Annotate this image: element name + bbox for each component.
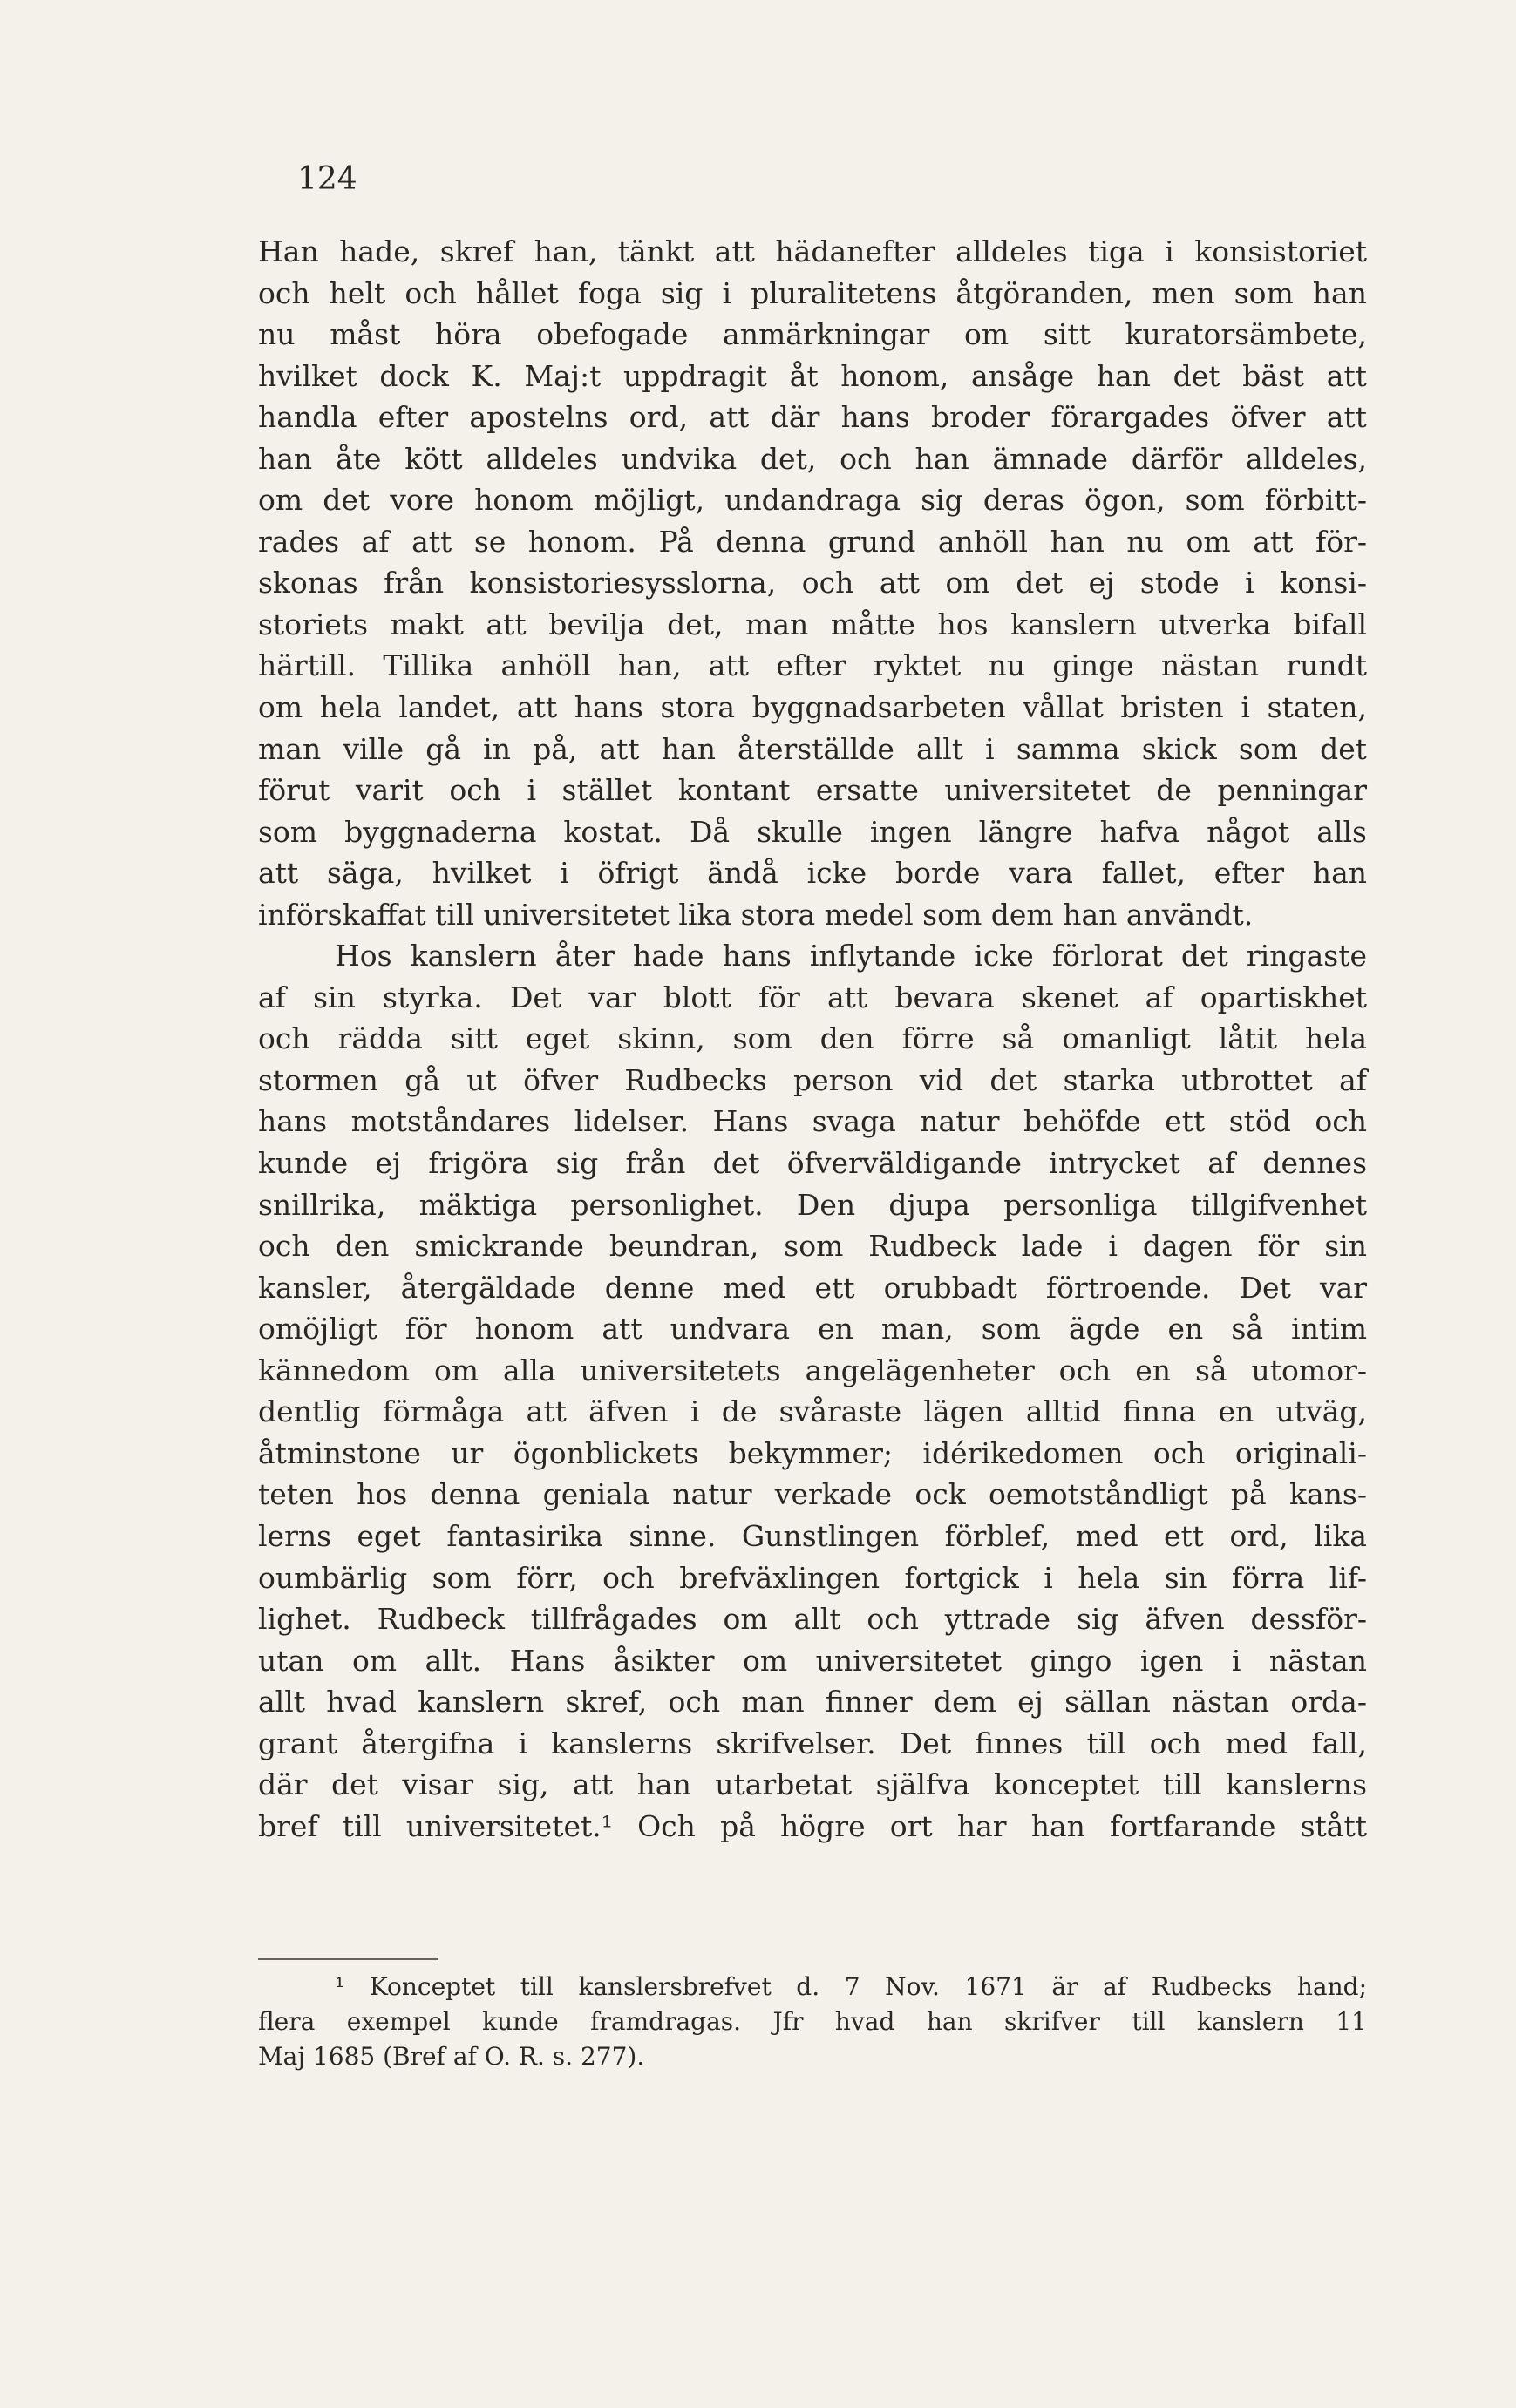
text-line: härtill. Tillika anhöll han, att efter ryktet nu ginge nästan rundt: [258, 648, 1367, 683]
footnote-line: ¹ Konceptet till kanslersbrefvet d. 7 Nov. 1671 är af Rudbecks hand;: [335, 1972, 1367, 2001]
text-line: omöjligt för honom att undvara en man, som ägde en så intim: [258, 1312, 1367, 1346]
text-line: och den smickrande beundran, som Rudbeck lade i dagen för sin: [258, 1229, 1367, 1264]
text-line: där det visar sig, att han utarbetat själfva konceptet till kanslerns: [258, 1767, 1367, 1802]
text-line: af sin styrka. Det var blott för att bevara skenet af opartiskhet: [258, 980, 1367, 1014]
footnote-line: Maj 1685 (Bref af O. R. s. 277).: [258, 2042, 645, 2071]
text-line: hans motståndares lidelser. Hans svaga natur behöfde ett stöd och: [258, 1104, 1367, 1139]
text-line: att säga, hvilket i öfrigt ändå icke borde vara fallet, efter han: [258, 856, 1367, 891]
text-line: handla efter apostelns ord, att där hans broder förargades öfver att: [258, 400, 1367, 435]
text-line: oumbärlig som förr, och brefväxlingen fortgick i hela sin förra lif-: [258, 1560, 1367, 1595]
text-line: man ville gå in på, att han återställde allt i samma skick som det: [258, 731, 1367, 766]
text-line: hvilket dock K. Maj:t uppdragit åt honom, ansåge han det bäst att: [258, 358, 1367, 393]
text-line: och helt och hållet foga sig i pluralitetens åtgöranden, men som han: [258, 275, 1367, 310]
text-line: stormen gå ut öfver Rudbecks person vid det starka utbrottet af: [258, 1062, 1367, 1097]
text-line: om hela landet, att hans stora byggnadsarbeten vållat bristen i staten,: [258, 690, 1367, 725]
text-line: rades af att se honom. På denna grund anhöll han nu om att för-: [258, 524, 1367, 559]
text-line: grant återgifna i kanslerns skrifvelser. Det finnes till och med fall,: [258, 1726, 1367, 1760]
text-line: teten hos denna geniala natur verkade ock oemotståndligt på kans-: [258, 1477, 1367, 1512]
text-line: allt hvad kanslern skref, och man finner dem ej sällan nästan orda-: [258, 1685, 1367, 1720]
text-line: utan om allt. Hans åsikter om universitetet gingo igen i nästan: [258, 1643, 1367, 1678]
text-line: åtminstone ur ögonblickets bekymmer; idérikedomen och originali-: [258, 1435, 1367, 1470]
body-text: [258, 231, 1367, 1847]
text-line: lerns eget fantasirika sinne. Gunstlingen förblef, med ett ord, lika: [258, 1518, 1367, 1553]
text-line: som byggnaderna kostat. Då skulle ingen längre hafva något alls: [258, 814, 1367, 849]
text-line: han åte kött alldeles undvika det, och han ämnade därför alldeles,: [258, 441, 1367, 476]
text-line: dentlig förmåga att äfven i de svåraste lägen alltid finna en utväg,: [258, 1394, 1367, 1429]
text-line: och rädda sitt eget skinn, som den förre så omanligt låtit hela: [258, 1021, 1367, 1056]
footnotes: [258, 1970, 1367, 2074]
text-line: lighet. Rudbeck tillfrågades om allt och yttrade sig äfven dessför-: [258, 1602, 1367, 1637]
text-line: storiets makt att bevilja det, man måtte hos kanslern utverka bifall: [258, 607, 1367, 641]
page-number: 124: [297, 161, 357, 197]
text-line: förut varit och i stället kontant ersatte universitetet de penningar: [258, 773, 1367, 808]
text-line: kansler, återgäldade denne med ett orubbadt förtroende. Det var: [258, 1270, 1367, 1305]
text-line: snillrika, mäktiga personlighet. Den djupa personliga tillgifvenhet: [258, 1187, 1367, 1222]
footnote-line: flera exempel kunde framdragas. Jfr hvad han skrifver till kanslern 11: [258, 2007, 1367, 2036]
text-line: införskaffat till universitetet lika stora medel som dem han användt.: [258, 897, 1254, 932]
footnote-divider: [258, 1958, 438, 1960]
text-line: kunde ej frigöra sig från det öfverväldigande intrycket af dennes: [258, 1146, 1367, 1181]
text-line: skonas från konsistoriesysslorna, och att om det ej stode i konsi-: [258, 566, 1367, 600]
text-line: Hos kanslern åter hade hans inflytande icke förlorat det ringaste: [335, 939, 1367, 973]
text-line: Han hade, skref han, tänkt att hädanefter alldeles tiga i konsistoriet: [258, 234, 1367, 268]
text-line: kännedom om alla universitetets angelägenheter och en så utomor-: [258, 1353, 1367, 1387]
text-line: bref till universitetet.¹ Och på högre ort har han fortfarande stått: [258, 1808, 1367, 1843]
text-line: om det vore honom möjligt, undandraga sig deras ögon, som förbitt-: [258, 483, 1367, 518]
text-line: nu måst höra obefogade anmärkningar om sitt kuratorsämbete,: [258, 317, 1367, 352]
